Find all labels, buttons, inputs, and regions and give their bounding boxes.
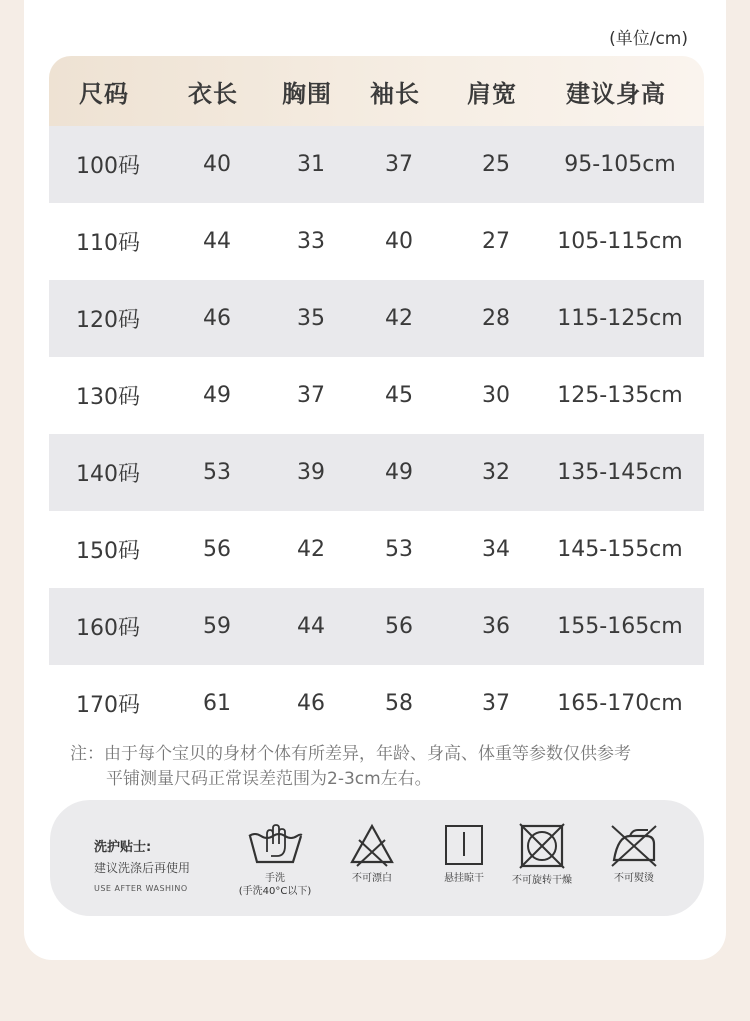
care-panel bbox=[50, 800, 704, 916]
care-item-hand-wash bbox=[220, 822, 330, 898]
cell-length: 61 bbox=[203, 691, 231, 716]
cell-height: 95-105cm bbox=[564, 152, 676, 177]
cell-chest: 46 bbox=[297, 691, 325, 716]
no-tumble-dry-label: 不可旋转干燥 bbox=[512, 875, 572, 886]
cell-sleeve: 49 bbox=[385, 460, 413, 485]
table-row bbox=[49, 203, 704, 280]
note-line-1: 注：由于每个宝贝的身材个体有所差异，年龄、身高、体重等参数仅供参考 bbox=[70, 744, 631, 764]
header-height: 建议身高 bbox=[566, 79, 666, 108]
cell-length: 53 bbox=[203, 460, 231, 485]
cell-chest: 31 bbox=[297, 152, 325, 177]
no-bleach-icon bbox=[349, 822, 395, 868]
care-subtitle: 建议洗涤后再使用 bbox=[94, 861, 191, 875]
cell-height: 155-165cm bbox=[557, 614, 683, 639]
cell-size: 150码 bbox=[76, 539, 140, 564]
cell-length: 49 bbox=[203, 383, 231, 408]
note-line-2: 平铺测量尺码正常误差范围为2-3cm左右。 bbox=[106, 769, 432, 789]
header-length: 衣长 bbox=[188, 79, 238, 108]
size-table bbox=[49, 56, 704, 742]
cell-shoulder: 27 bbox=[482, 229, 510, 254]
care-item-no-iron bbox=[598, 822, 670, 885]
cell-shoulder: 36 bbox=[482, 614, 510, 639]
table-row bbox=[49, 357, 704, 434]
cell-height: 165-170cm bbox=[557, 691, 683, 716]
table-row bbox=[49, 665, 704, 742]
care-english: USE AFTER WASHINO bbox=[94, 884, 188, 893]
cell-sleeve: 58 bbox=[385, 691, 413, 716]
cell-sleeve: 40 bbox=[385, 229, 413, 254]
header-chest: 胸围 bbox=[282, 79, 332, 108]
header-sleeve: 袖长 bbox=[370, 79, 420, 108]
table-row bbox=[49, 434, 704, 511]
cell-chest: 37 bbox=[297, 383, 325, 408]
cell-chest: 33 bbox=[297, 229, 325, 254]
table-row bbox=[49, 588, 704, 665]
no-tumble-dry-icon bbox=[518, 822, 566, 870]
care-title: 洗护贴士: bbox=[94, 840, 152, 855]
cell-length: 46 bbox=[203, 306, 231, 331]
cell-size: 120码 bbox=[76, 308, 140, 333]
header-size: 尺码 bbox=[79, 79, 129, 108]
care-item-no-bleach bbox=[336, 822, 408, 885]
unit-label: (单位/cm) bbox=[609, 29, 688, 49]
cell-sleeve: 53 bbox=[385, 537, 413, 562]
cell-sleeve: 42 bbox=[385, 306, 413, 331]
cell-chest: 42 bbox=[297, 537, 325, 562]
care-text bbox=[94, 836, 190, 893]
cell-chest: 44 bbox=[297, 614, 325, 639]
cell-sleeve: 37 bbox=[385, 152, 413, 177]
header-shoulder: 肩宽 bbox=[467, 79, 517, 108]
cell-shoulder: 30 bbox=[482, 383, 510, 408]
cell-size: 130码 bbox=[76, 385, 140, 410]
hand-wash-icon bbox=[245, 822, 305, 868]
cell-shoulder: 32 bbox=[482, 460, 510, 485]
cell-height: 125-135cm bbox=[557, 383, 683, 408]
no-iron-label: 不可熨烫 bbox=[614, 873, 654, 884]
table-row bbox=[49, 280, 704, 357]
cell-height: 135-145cm bbox=[557, 460, 683, 485]
hang-dry-icon bbox=[441, 822, 487, 868]
no-bleach-label: 不可漂白 bbox=[352, 873, 392, 884]
cell-size: 100码 bbox=[76, 154, 140, 179]
cell-chest: 35 bbox=[297, 306, 325, 331]
hand-wash-label-2: (手洗40°C以下) bbox=[238, 886, 312, 897]
table-row bbox=[49, 511, 704, 588]
cell-shoulder: 34 bbox=[482, 537, 510, 562]
cell-sleeve: 56 bbox=[385, 614, 413, 639]
cell-length: 59 bbox=[203, 614, 231, 639]
care-item-hang-dry bbox=[428, 822, 500, 885]
size-note bbox=[70, 742, 710, 792]
hang-dry-label: 悬挂晾干 bbox=[444, 873, 484, 884]
cell-sleeve: 45 bbox=[385, 383, 413, 408]
cell-size: 140码 bbox=[76, 462, 140, 487]
cell-length: 56 bbox=[203, 537, 231, 562]
cell-length: 44 bbox=[203, 229, 231, 254]
cell-shoulder: 28 bbox=[482, 306, 510, 331]
cell-height: 145-155cm bbox=[557, 537, 683, 562]
table-header bbox=[49, 56, 704, 126]
cell-height: 115-125cm bbox=[557, 306, 683, 331]
table-row bbox=[49, 126, 704, 203]
cell-shoulder: 25 bbox=[482, 152, 510, 177]
cell-chest: 39 bbox=[297, 460, 325, 485]
cell-size: 110码 bbox=[76, 231, 140, 256]
hand-wash-label: 手洗 bbox=[265, 873, 285, 884]
cell-size: 170码 bbox=[76, 693, 140, 718]
table-body bbox=[49, 126, 704, 742]
cell-height: 105-115cm bbox=[557, 229, 683, 254]
care-item-no-tumble-dry bbox=[502, 822, 582, 887]
no-iron-icon bbox=[608, 822, 660, 868]
cell-size: 160码 bbox=[76, 616, 140, 641]
cell-length: 40 bbox=[203, 152, 231, 177]
cell-shoulder: 37 bbox=[482, 691, 510, 716]
